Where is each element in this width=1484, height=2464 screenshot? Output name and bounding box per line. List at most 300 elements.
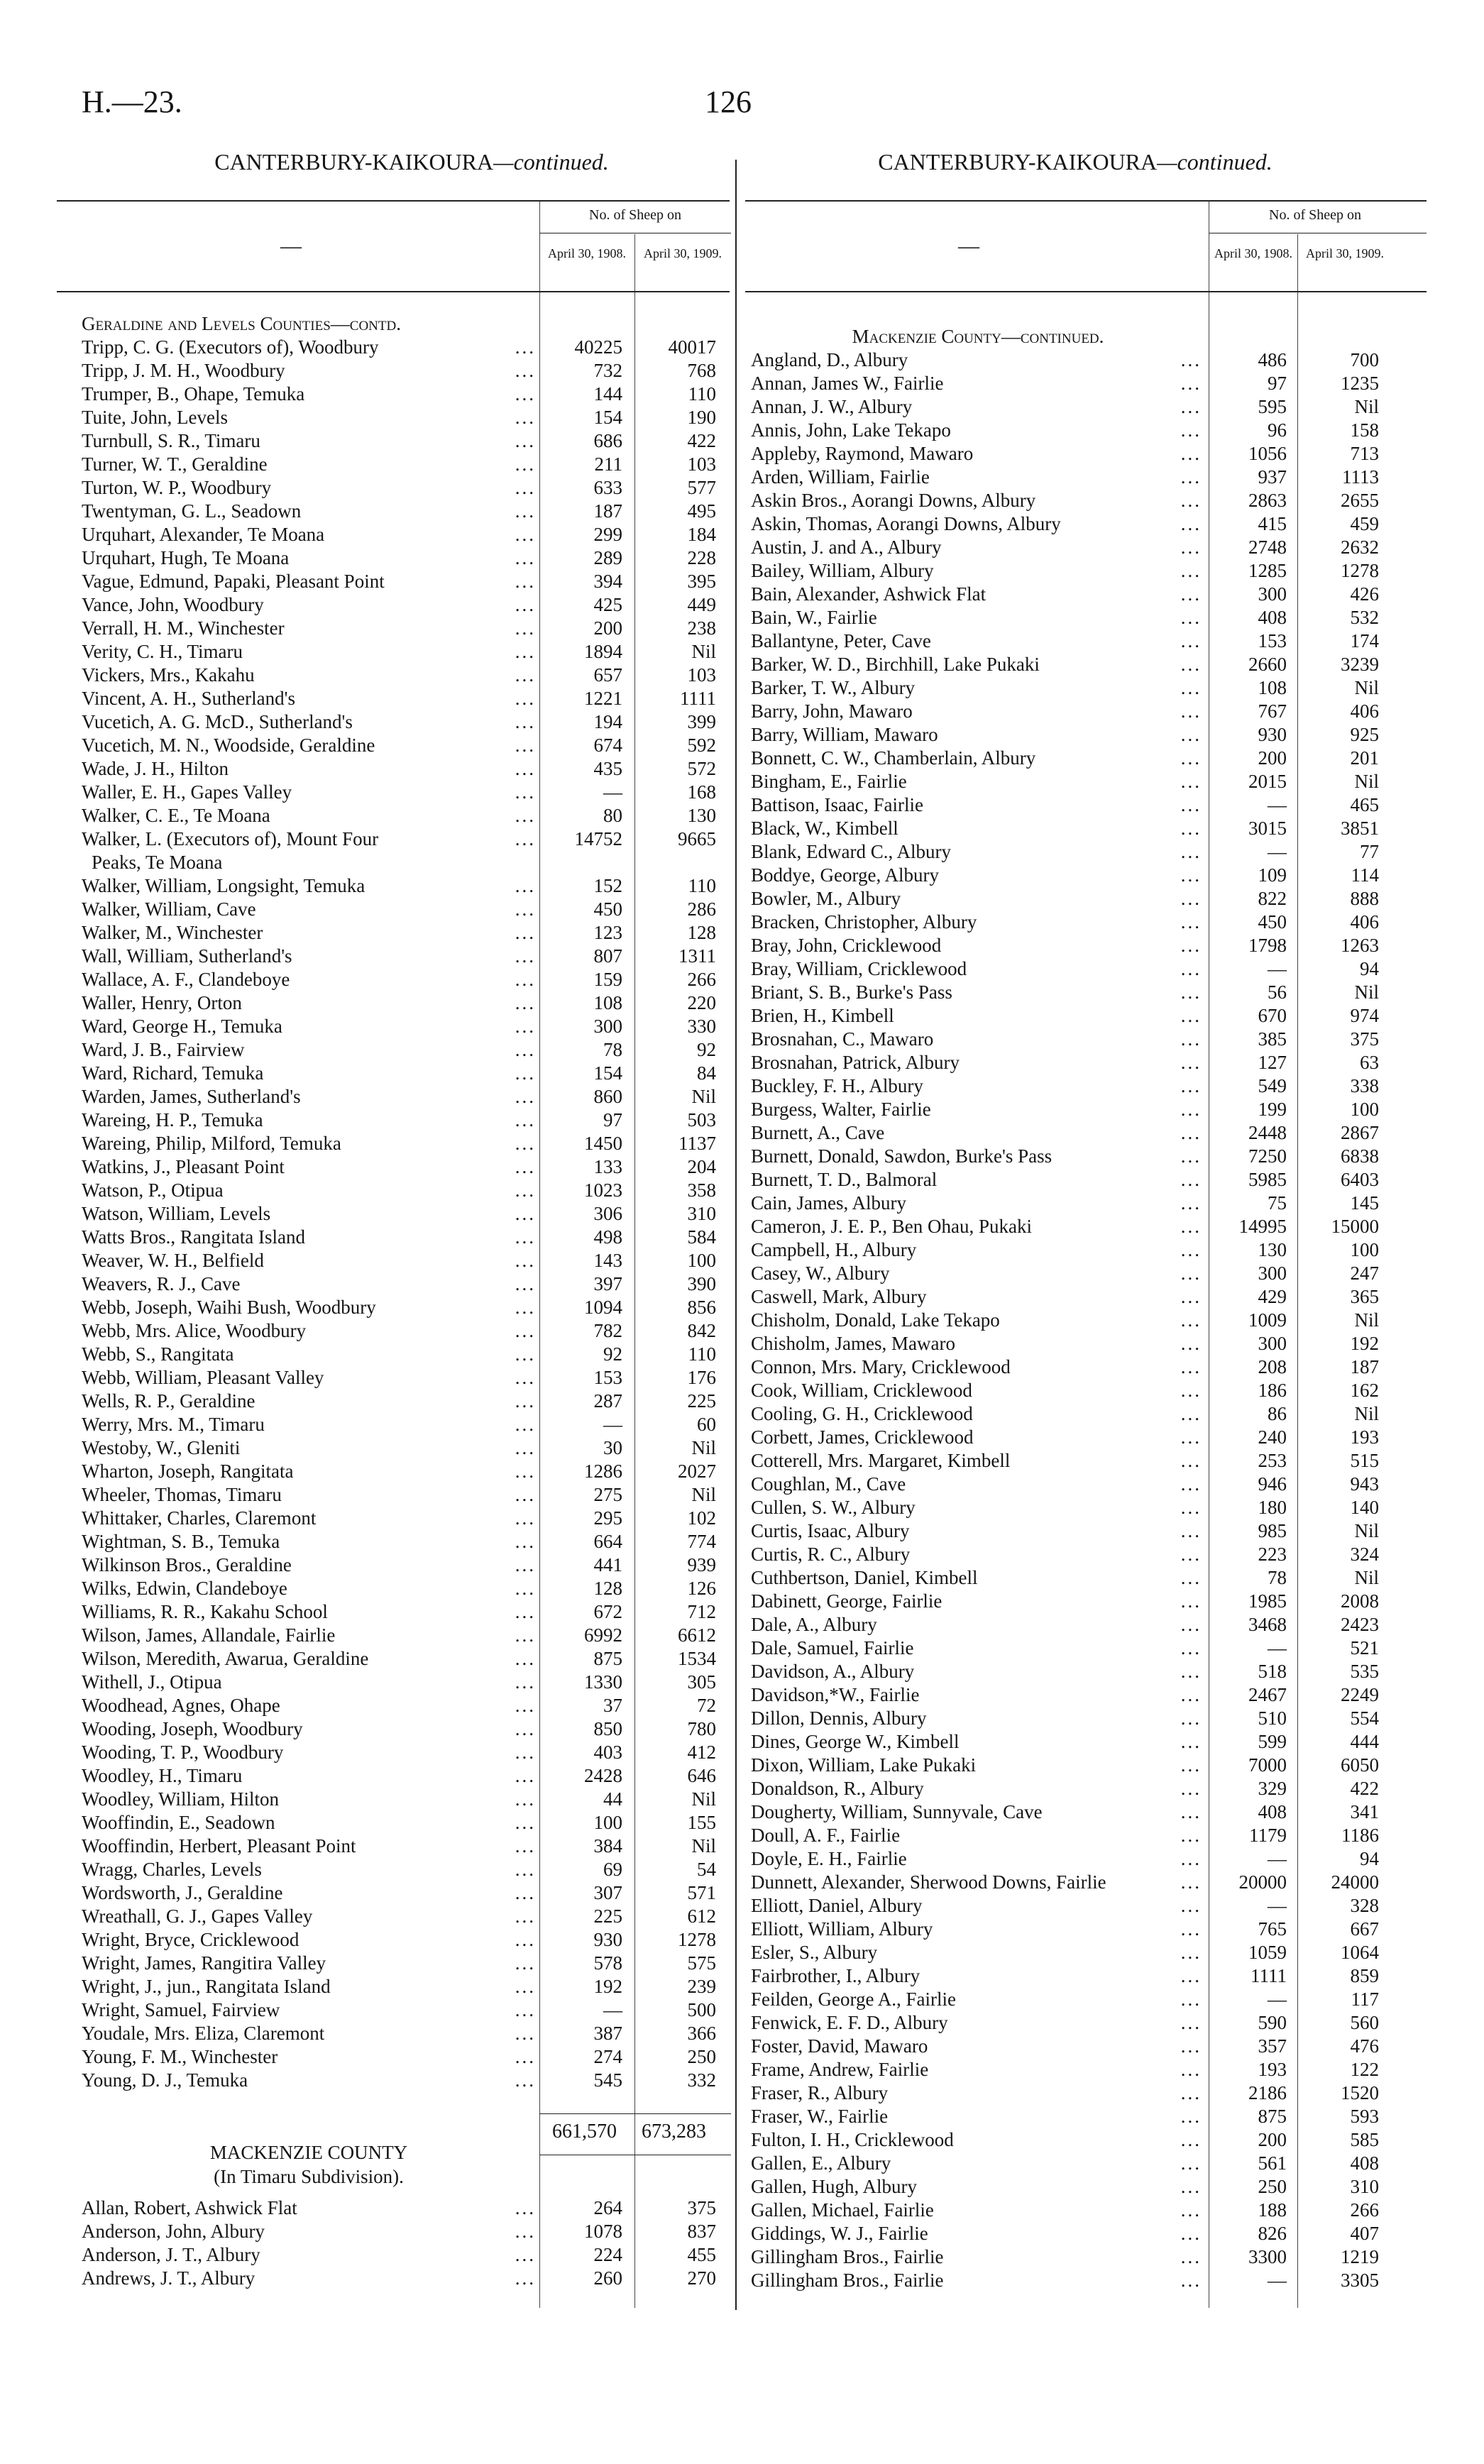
sheep-1908: 664 [593, 1531, 622, 1552]
sheep-1909: Nil [1354, 396, 1379, 417]
table-row [82, 593, 727, 617]
sheep-1909: Nil [691, 1788, 716, 1810]
holder-name: Wilson, Meredith, Awarua, Geraldine [82, 1648, 369, 1669]
table-row [82, 1717, 727, 1741]
table-row [82, 968, 727, 991]
holder-name: Corbett, James, Cricklewood [751, 1426, 974, 1448]
sheep-1909: 332 [687, 2069, 716, 2091]
table-row [82, 2022, 727, 2045]
holder-name: Wragg, Charles, Levels [82, 1859, 262, 1880]
sheep-1908: 930 [1258, 724, 1287, 745]
table-row [751, 1074, 1427, 1098]
sheep-1909: 1137 [678, 1133, 716, 1154]
sheep-1909: 575 [687, 1952, 716, 1974]
sheep-1908: 78 [603, 1039, 622, 1060]
sheep-1908: — [1268, 794, 1287, 815]
table-row [751, 1707, 1427, 1730]
leader-dots: ... [515, 2221, 536, 2242]
leader-dots: ... [1180, 1169, 1202, 1190]
holder-name: Wilks, Edwin, Clandeboye [82, 1578, 287, 1599]
sheep-1909: 585 [1350, 2129, 1379, 2150]
sheep-1908: 193 [1258, 2059, 1287, 2080]
table-row [751, 2222, 1427, 2245]
sheep-1908: 441 [593, 1554, 622, 1575]
sheep-1909: Nil [1354, 1520, 1379, 1541]
leader-dots: ... [1180, 1684, 1202, 1705]
holder-name: Vickers, Mrs., Kakahu [82, 664, 255, 686]
holder-name: Walker, L. (Executors of), Mount Four [82, 828, 379, 849]
sheep-1908: — [603, 1999, 622, 2020]
sheep-1908: 1330 [584, 1671, 622, 1693]
table-row [82, 687, 727, 710]
holder-name: Dabinett, George, Fairlie [751, 1590, 942, 1612]
table-row [751, 583, 1427, 606]
leader-dots: ... [515, 1203, 536, 1224]
holder-name: Wreathall, G. J., Gapes Valley [82, 1905, 313, 1927]
leader-dots: ... [1180, 1637, 1202, 1659]
table-row [82, 406, 727, 429]
table-row [82, 640, 727, 664]
sheep-1908: 599 [1258, 1731, 1287, 1752]
table-row [751, 466, 1427, 489]
holder-name: Wooding, Joseph, Woodbury [82, 1718, 303, 1739]
leader-dots: ... [515, 477, 536, 498]
table-row [82, 2267, 727, 2290]
sheep-1909: 2249 [1341, 1684, 1379, 1705]
table-row [751, 2269, 1427, 2292]
leader-dots: ... [1180, 1895, 1202, 1916]
holder-name: Bain, Alexander, Ashwick Flat [751, 583, 986, 605]
holder-name: Burnett, A., Cave [751, 1122, 885, 1143]
holder-name: Verity, C. H., Timaru [82, 641, 243, 662]
sheep-1908: 686 [593, 430, 622, 451]
sheep-1908: 1985 [1248, 1590, 1287, 1612]
left-total-top-rule [539, 2113, 731, 2114]
table-row [751, 747, 1427, 770]
left-col2-header: April 30, 1909. [644, 246, 722, 260]
sheep-1909: 495 [687, 500, 716, 522]
sheep-1909: 459 [1350, 513, 1379, 534]
table-row [751, 1918, 1427, 1941]
sheep-1908: 7000 [1248, 1754, 1287, 1776]
sheep-1908: 1894 [584, 641, 622, 662]
leader-dots: ... [1180, 1286, 1202, 1307]
holder-name: Curtis, Isaac, Albury [751, 1520, 910, 1541]
sheep-1908: 1094 [584, 1297, 622, 1318]
sheep-1909: 126 [687, 1578, 716, 1599]
sheep-1908: 385 [1258, 1028, 1287, 1050]
holder-name: Cain, James, Albury [751, 1192, 906, 1214]
leader-dots: ... [1180, 2270, 1202, 2291]
mackenzie-county-title: MACKENZIE COUNTY [209, 2142, 408, 2163]
sheep-1909: 1278 [1341, 560, 1379, 581]
sheep-1909: 2655 [1341, 490, 1379, 511]
sheep-1909: 94 [1360, 1848, 1379, 1869]
left-section-heading [82, 312, 727, 336]
table-row [82, 827, 727, 851]
table-row [82, 898, 727, 921]
holder-name: Wilkinson Bros., Geraldine [82, 1554, 292, 1575]
leader-dots: ... [1180, 1309, 1202, 1331]
holder-name: Watts Bros., Rangitata Island [82, 1226, 306, 1248]
holder-name: Walker, M., Winchester [82, 922, 263, 943]
sheep-1909: 310 [1350, 2176, 1379, 2197]
holder-name: Wooding, T. P., Woodbury [82, 1742, 284, 1763]
leader-dots: ... [515, 1835, 536, 1857]
table-row [751, 2128, 1427, 2152]
sheep-1908: 225 [593, 1905, 622, 1927]
holder-name: Urquhart, Hugh, Te Moana [82, 547, 290, 568]
table-row [82, 945, 727, 968]
holder-name: Bingham, E., Fairlie [751, 771, 907, 792]
holder-name: Dougherty, William, Sunnyvale, Cave [751, 1801, 1043, 1822]
sheep-1909: Nil [1354, 1309, 1379, 1331]
sheep-1908: 2428 [584, 1765, 622, 1786]
sheep-1909: 266 [1350, 2199, 1379, 2221]
table-row [751, 981, 1427, 1004]
sheep-1909: 40017 [668, 336, 716, 358]
holder-name: Austin, J. and A., Albury [751, 537, 942, 558]
holder-name: Turton, W. P., Woodbury [82, 477, 272, 498]
left-header-divider-b [634, 234, 635, 291]
sheep-1908: — [1268, 958, 1287, 979]
holder-name: Webb, Joseph, Waihi Bush, Woodbury [82, 1297, 376, 1318]
holder-name: Webb, Mrs. Alice, Woodbury [82, 1320, 307, 1341]
holder-name: Annis, John, Lake Tekapo [751, 419, 951, 441]
sheep-1909: 3851 [1341, 818, 1379, 839]
table-row [751, 1355, 1427, 1379]
leader-dots: ... [515, 594, 536, 615]
table-row [82, 1788, 727, 1811]
holder-name: Watkins, J., Pleasant Point [82, 1156, 285, 1177]
leader-dots: ... [515, 1086, 536, 1107]
leader-dots: ... [515, 711, 536, 732]
leader-dots: ... [1180, 1122, 1202, 1143]
sheep-1909: 114 [1351, 864, 1379, 886]
leader-dots: ... [515, 1039, 536, 1060]
leader-dots: ... [515, 688, 536, 709]
sheep-1909: 15000 [1331, 1216, 1379, 1237]
holder-name: Wall, William, Sutherland's [82, 945, 292, 967]
holder-name: Elliott, Daniel, Albury [751, 1895, 923, 1916]
leader-dots: ... [515, 1695, 536, 1716]
sheep-1908: 7250 [1248, 1145, 1287, 1167]
holder-name: Fairbrother, I., Albury [751, 1965, 920, 1986]
left-sheep-group-header: No. of Sheep on [589, 207, 681, 223]
table-row [82, 1436, 727, 1460]
sheep-1909: 612 [687, 1905, 716, 1927]
table-row [751, 1871, 1427, 1894]
holder-name: Cameron, J. E. P., Ben Ohau, Pukaki [751, 1216, 1032, 1237]
sheep-1909: 2027 [678, 1461, 716, 1482]
sheep-1908: 415 [1258, 513, 1287, 534]
sheep-1909: 2008 [1341, 1590, 1379, 1612]
holder-name: Young, D. J., Temuka [82, 2069, 248, 2091]
sheep-1908: 56 [1268, 981, 1287, 1003]
right-title-main: CANTERBURY-KAIKOURA [878, 149, 1158, 175]
sheep-1909: 888 [1350, 888, 1379, 909]
leader-dots: ... [515, 1812, 536, 1833]
sheep-1909: 406 [1350, 700, 1379, 722]
sheep-1909: 103 [687, 453, 716, 475]
leader-dots: ... [1180, 1520, 1202, 1541]
holder-name: Burnett, T. D., Balmoral [751, 1169, 938, 1190]
sheep-1908: 387 [593, 2023, 622, 2044]
sheep-1909: Nil [691, 1484, 716, 1505]
sheep-1908: 127 [1258, 1052, 1287, 1073]
holder-name: Peaks, Te Moana [92, 852, 223, 873]
leader-dots: ... [515, 1765, 536, 1786]
sheep-1909: 712 [687, 1601, 716, 1622]
holder-name: Gillingham Bros., Fairlie [751, 2270, 944, 2291]
leader-dots: ... [1180, 2152, 1202, 2174]
table-row [82, 383, 727, 406]
leader-dots: ... [515, 1390, 536, 1412]
sheep-1908: 300 [593, 1016, 622, 1037]
holder-name: Esler, S., Albury [751, 1942, 878, 1963]
sheep-1908: 3300 [1248, 2246, 1287, 2267]
sheep-1908: 937 [1258, 466, 1287, 488]
holder-name: Brien, H., Kimbell [751, 1005, 894, 1026]
holder-name: Cooling, G. H., Cricklewood [751, 1403, 973, 1424]
sheep-1909: 422 [687, 430, 716, 451]
holder-name: Coughlan, M., Cave [751, 1473, 906, 1495]
table-row [751, 1473, 1427, 1496]
leader-dots: ... [515, 2197, 536, 2218]
leader-dots: ... [1180, 864, 1202, 886]
left-title-suffix: —continued. [493, 149, 609, 175]
leader-dots: ... [1180, 1216, 1202, 1237]
table-row [82, 1109, 727, 1132]
holder-name: Gillingham Bros., Fairlie [751, 2246, 944, 2267]
right-header-divider-b [1297, 234, 1298, 291]
table-row [751, 1754, 1427, 1777]
holder-name: Connon, Mrs. Mary, Cricklewood [751, 1356, 1011, 1377]
table-row [751, 419, 1427, 442]
table-row [751, 723, 1427, 747]
sheep-1908: 307 [593, 1882, 622, 1903]
sheep-1909: 1311 [678, 945, 716, 967]
sheep-1908: 130 [1258, 1239, 1287, 1260]
sheep-1909: 375 [1350, 1028, 1379, 1050]
sheep-1909: 190 [687, 407, 716, 428]
leader-dots: ... [515, 524, 536, 545]
sheep-1908: — [1268, 1895, 1287, 1916]
sheep-1909: 330 [687, 1016, 716, 1037]
left-rows-container [82, 336, 727, 2092]
sheep-1909: 476 [1350, 2035, 1379, 2057]
sheep-1909: 3305 [1341, 2270, 1379, 2291]
sheep-1909: 842 [687, 1320, 716, 1341]
sheep-1908: 40225 [574, 336, 622, 358]
sheep-1908: 394 [593, 571, 622, 592]
leader-dots: ... [515, 1999, 536, 2020]
holder-name: Whittaker, Charles, Claremont [82, 1507, 317, 1529]
table-row [751, 864, 1427, 887]
holder-name: Vucetich, A. G. McD., Sutherland's [82, 711, 353, 732]
sheep-1908: 289 [593, 547, 622, 568]
table-row [82, 921, 727, 945]
table-row [82, 1413, 727, 1436]
table-row [751, 395, 1427, 419]
sheep-1909: 1263 [1341, 935, 1379, 956]
leader-dots: ... [1180, 2246, 1202, 2267]
holder-name: Wright, James, Rangitira Valley [82, 1952, 326, 1974]
holder-name: Dale, A., Albury [751, 1614, 877, 1635]
table-row [82, 1202, 727, 1226]
holder-name: Wright, J., jun., Rangitata Island [82, 1976, 331, 1997]
sheep-1909: 92 [697, 1039, 716, 1060]
table-row [751, 934, 1427, 957]
holder-name: Chisholm, James, Mawaro [751, 1333, 955, 1354]
holder-name: Wightman, S. B., Temuka [82, 1531, 280, 1552]
leader-dots: ... [1180, 466, 1202, 488]
leader-dots: ... [515, 1929, 536, 1950]
sheep-1909: 366 [687, 2023, 716, 2044]
table-row [82, 991, 727, 1015]
right-header-bottom-rule [745, 291, 1427, 292]
table-row [82, 546, 727, 570]
table-row [751, 1894, 1427, 1918]
table-row [751, 1238, 1427, 1262]
sheep-1909: 925 [1350, 724, 1379, 745]
holder-name: Wareing, Philip, Milford, Temuka [82, 1133, 341, 1154]
leader-dots: ... [1180, 1871, 1202, 1893]
sheep-1909: 1111 [680, 688, 716, 709]
sheep-1909: 1235 [1341, 373, 1379, 394]
table-row [751, 489, 1427, 512]
sheep-1908: 144 [593, 383, 622, 405]
table-row [751, 2245, 1427, 2269]
sheep-1909: 193 [1350, 1426, 1379, 1448]
leader-dots: ... [515, 2023, 536, 2044]
leader-dots: ... [515, 1788, 536, 1810]
sheep-1909: 220 [687, 992, 716, 1013]
table-row [751, 1426, 1427, 1449]
sheep-1908: 100 [593, 1812, 622, 1833]
holder-name: Appleby, Raymond, Mawaro [751, 443, 974, 464]
sheep-1909: 176 [687, 1367, 716, 1388]
sheep-1908: 384 [593, 1835, 622, 1857]
sheep-1908: 159 [593, 969, 622, 990]
leader-dots: ... [515, 875, 536, 896]
sheep-1909: 341 [1350, 1801, 1379, 1822]
sheep-1908: 408 [1258, 607, 1287, 628]
table-row [751, 372, 1427, 395]
table-row [82, 1460, 727, 1483]
sheep-1908: 20000 [1238, 1871, 1287, 1893]
sheep-1908: 240 [1258, 1426, 1287, 1448]
leader-dots: ... [515, 1484, 536, 1505]
leader-dots: ... [515, 1179, 536, 1201]
leader-dots: ... [515, 1624, 536, 1646]
sheep-1909: 465 [1350, 794, 1379, 815]
holder-name: Feilden, George A., Fairlie [751, 1989, 956, 2010]
sheep-1909: Nil [1354, 771, 1379, 792]
leader-dots: ... [1180, 1403, 1202, 1424]
sheep-1909: 60 [697, 1414, 716, 1435]
leader-dots: ... [1180, 1825, 1202, 1846]
sheep-1909: 192 [1350, 1333, 1379, 1354]
table-row [82, 781, 727, 804]
sheep-1908: 2186 [1248, 2082, 1287, 2103]
sheep-1909: 72 [697, 1695, 716, 1716]
table-row [82, 476, 727, 500]
table-row [82, 2243, 727, 2267]
table-row [751, 2035, 1427, 2058]
sheep-1909: 412 [687, 1742, 716, 1763]
table-row [82, 1881, 727, 1905]
sheep-1909: 305 [687, 1671, 716, 1693]
table-row [751, 1192, 1427, 1215]
holder-name: Arden, William, Fairlie [751, 466, 930, 488]
leader-dots: ... [515, 1343, 536, 1365]
table-row [751, 2081, 1427, 2105]
sheep-1909: 859 [1350, 1965, 1379, 1986]
holder-name: Barry, William, Mawaro [751, 724, 938, 745]
holder-name: Verrall, H. M., Winchester [82, 617, 285, 639]
leader-dots: ... [1180, 1848, 1202, 1869]
table-row [751, 770, 1427, 793]
sheep-1909: 1113 [1342, 466, 1379, 488]
leader-dots: ... [1180, 771, 1202, 792]
sheep-1908: 510 [1258, 1707, 1287, 1729]
table-row [751, 957, 1427, 981]
sheep-1908: 3468 [1248, 1614, 1287, 1635]
sheep-1908: 782 [593, 1320, 622, 1341]
left-title-main: CANTERBURY-KAIKOURA [214, 149, 494, 175]
sheep-1908: 397 [593, 1273, 622, 1294]
table-row [82, 1296, 727, 1319]
holder-name: Twentyman, G. L., Seadown [82, 500, 302, 522]
leader-dots: ... [1180, 1778, 1202, 1799]
table-row [82, 1577, 727, 1600]
sheep-1909: 130 [687, 805, 716, 826]
leader-dots: ... [1180, 1426, 1202, 1448]
leader-dots: ... [515, 617, 536, 639]
holder-name: Cuthbertson, Daniel, Kimbell [751, 1567, 978, 1588]
sheep-1908: 3015 [1248, 818, 1287, 839]
holder-name: Turner, W. T., Geraldine [82, 453, 268, 475]
holder-name: Dale, Samuel, Fairlie [751, 1637, 914, 1659]
table-row [82, 2196, 727, 2220]
sheep-1908: — [1268, 841, 1287, 862]
table-row [751, 2175, 1427, 2199]
leader-dots: ... [515, 1507, 536, 1529]
sheep-1909: 572 [687, 758, 716, 779]
holder-name: Walker, C. E., Te Moana [82, 805, 270, 826]
sheep-1909: 577 [687, 477, 716, 498]
sheep-1908: — [1268, 1989, 1287, 2010]
holder-name: Buckley, F. H., Albury [751, 1075, 923, 1096]
table-row [82, 734, 727, 757]
sheep-1908: 1285 [1248, 560, 1287, 581]
sheep-1909: 100 [1350, 1239, 1379, 1260]
sheep-1909: 225 [687, 1390, 716, 1412]
holder-name: Gallen, Hugh, Albury [751, 2176, 917, 2197]
sheep-1909: Nil [691, 641, 716, 662]
table-row [751, 1519, 1427, 1543]
sheep-1909: 24000 [1331, 1871, 1379, 1893]
sheep-1908: 200 [1258, 2129, 1287, 2150]
table-row [751, 1121, 1427, 1145]
left-section-title: Geraldine and Levels Counties—contd. [82, 313, 401, 334]
sheep-1908: 143 [593, 1250, 622, 1271]
table-row [82, 851, 727, 874]
table-row [751, 1730, 1427, 1754]
sheep-1909: 100 [687, 1250, 716, 1271]
sheep-1908: 561 [1258, 2152, 1287, 2174]
